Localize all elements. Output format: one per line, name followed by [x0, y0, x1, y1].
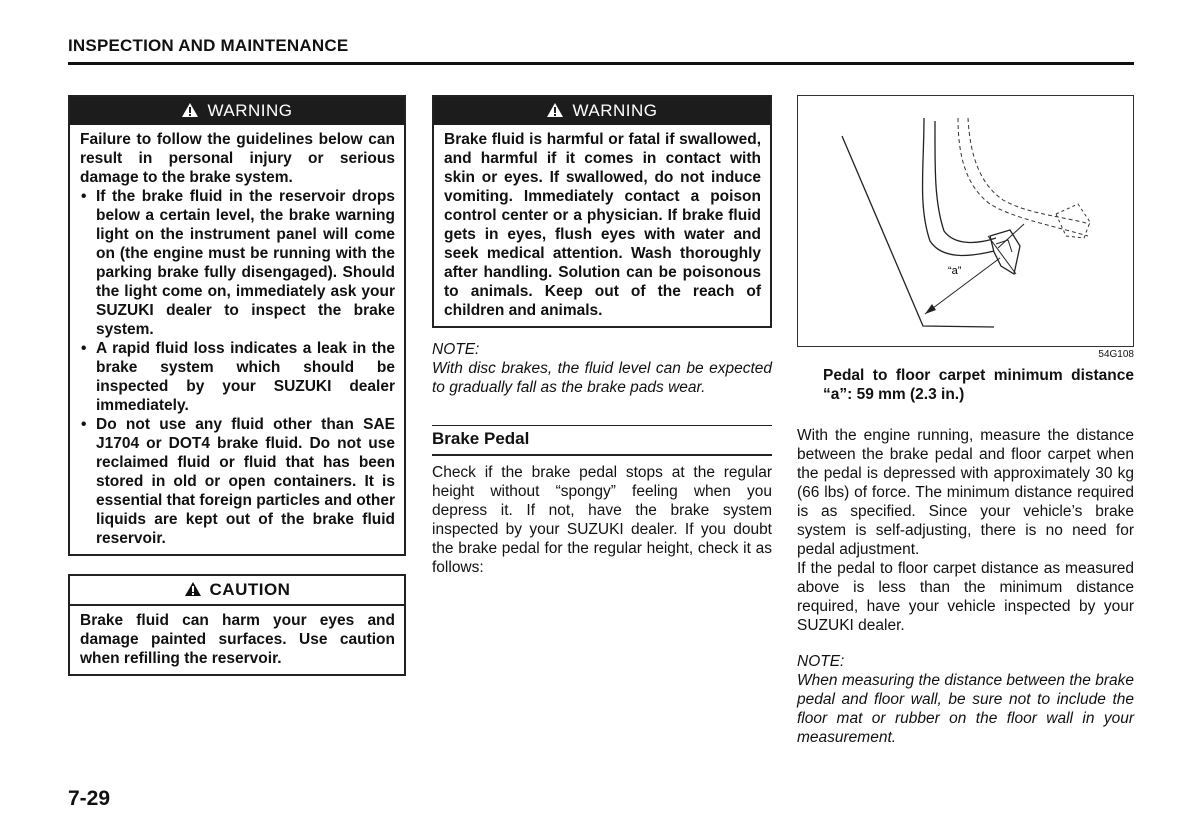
- brake-pedal-paragraph: Check if the brake pedal stops at the regular height without “spongy” feeling when you depress it. If not, have the brake system inspected by your SUZUKI dealer. If you doubt the brake pedal for the regular height, check it as follows:: [432, 464, 772, 576]
- warning-triangle-icon: [546, 102, 564, 118]
- warning-title: WARNING: [572, 101, 658, 120]
- section-rule: [432, 425, 772, 426]
- pedal-diagram: [798, 96, 1133, 346]
- warning-box-fluid: [432, 95, 772, 328]
- warning-bullet: • A rapid fluid loss indicates a leak in the brake system which should be inspected by your SUZUKI dealer immediately.: [80, 339, 395, 415]
- figure-label-a: “a”: [948, 265, 962, 277]
- measure-paragraph-2: If the pedal to floor carpet distance as measured above is less than the minimum distance required, have your vehicle inspected by your SUZUKI dealer.: [797, 560, 1134, 634]
- warning-bullet: • If the brake fluid in the reservoir drops below a certain level, the brake warning light on the instrument panel will come on (the engine must be running with the parking brake fully disengaged). Should the light come on, immediately ask your SUZUKI dealer to inspect the brake system.: [80, 187, 395, 339]
- caution-header: [70, 576, 404, 606]
- figure-caption: Pedal to floor carpet minimum distance “a”: 59 mm (2.3 in.): [823, 367, 1134, 403]
- warning-header: [434, 97, 770, 125]
- page-header: INSPECTION AND MAINTENANCE: [68, 36, 349, 55]
- warning-title: WARNING: [207, 101, 293, 120]
- pedal-figure: [797, 95, 1134, 347]
- warning-intro: Failure to follow the guidelines below can result in personal injury or serious damage to the brake system.: [80, 131, 395, 186]
- warning-header: [70, 97, 404, 125]
- warning-triangle-icon: [181, 102, 199, 118]
- section-title-brake-pedal: Brake Pedal: [432, 429, 772, 456]
- note-text: When measuring the distance between the brake pedal and floor wall, be sure not to include the floor mat or rubber on the floor wall in your measurement.: [797, 672, 1134, 746]
- warning-box-guidelines: [68, 95, 406, 556]
- note-label: NOTE:: [432, 341, 480, 358]
- warning-bullet: • Do not use any fluid other than SAE J1704 or DOT4 brake fluid. Do not use reclaimed fluid or fluid that has been stored in old or open containers. It is essential that foreign particles and other liquids are kept out of the brake fluid reservoir.: [80, 415, 395, 548]
- warning-bullet-list: [80, 187, 395, 548]
- caution-box: [68, 574, 406, 676]
- warning-body: [70, 125, 404, 554]
- column-left: [68, 95, 406, 676]
- figure-code: 54G108: [1098, 349, 1134, 360]
- note-label: NOTE:: [797, 653, 845, 670]
- warning-text: Brake fluid is harmful or fatal if swallowed, and harmful if it comes in contact with skin or eyes. If swallowed, do not induce vomiting. Immediately contact a poison control center or a physician. If brake fluid gets in eyes, flush eyes with water and seek medical attention. Wash thoroughly after handling. Solution can be poisonous to animals. Keep out of the reach of children and animals.: [444, 131, 761, 319]
- note-text: With disc brakes, the fluid level can be expected to gradually fall as the brake pads wear.: [432, 360, 772, 396]
- warning-body: [434, 125, 770, 326]
- column-middle: [432, 95, 772, 577]
- column-right: [797, 95, 1134, 747]
- caution-triangle-icon: [184, 581, 202, 597]
- header-rule: [68, 62, 1134, 65]
- caution-text: Brake fluid can harm your eyes and damage painted surfaces. Use caution when refilling the reservoir.: [80, 612, 395, 667]
- caution-body: [70, 606, 404, 674]
- page-number: 7-29: [68, 787, 111, 810]
- caution-title: CAUTION: [209, 580, 291, 599]
- measure-paragraph-1: With the engine running, measure the distance between the brake pedal and floor carpet when the pedal is depressed with approximately 30 kg (66 lbs) of force. The minimum distance required is as specified. Since your vehicle’s brake system is self-adjusting, there is no need for pedal adjustment.: [797, 427, 1134, 558]
